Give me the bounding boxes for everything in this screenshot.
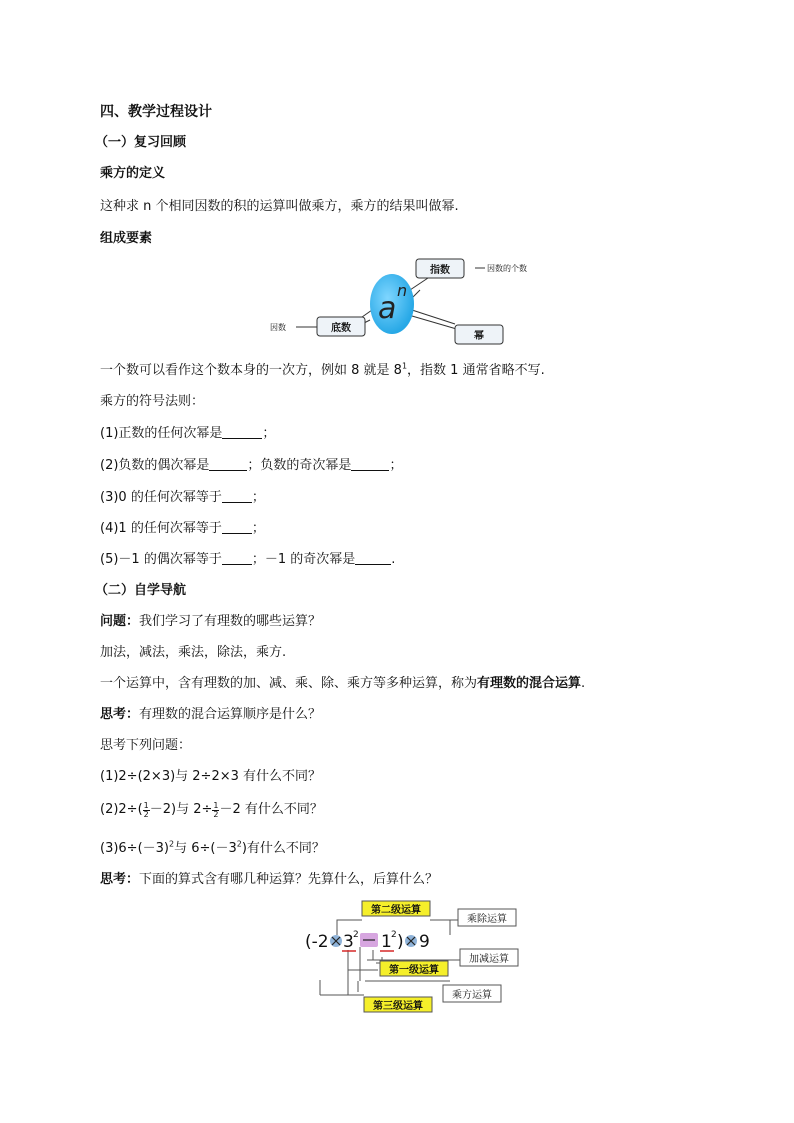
- question: 问题：我们学习了有理数的哪些运算？: [100, 614, 322, 629]
- add-sub-box: 加减运算: [469, 954, 509, 965]
- rule-4: (4)1 的任何次幂等于 ；: [100, 521, 265, 536]
- expr-square-1: 2: [353, 930, 359, 940]
- expr-nine: 9: [419, 932, 430, 952]
- rule-3: (3)0 的任何次幂等于 ；: [100, 490, 265, 505]
- exponent-note: 因数的个数: [487, 264, 527, 273]
- rule-1: (1)正数的任何次幂是 ；: [100, 426, 276, 441]
- level-1-box: 第一级运算: [389, 965, 439, 976]
- exponent-box: 指数: [430, 265, 450, 276]
- answer-text: 加法，减法，乘法，除法，乘方.: [100, 645, 287, 660]
- section-self-study-title: （二）自学导航: [95, 583, 187, 598]
- expr-open: (-2: [305, 932, 329, 952]
- definition-title: 乘方的定义: [100, 166, 166, 181]
- power-note: 一个数可以看作这个数本身的一次方，例如 8 就是 $8^1$，指数 1 通常省略不写.: [100, 361, 545, 378]
- base-box: 底数: [331, 323, 351, 334]
- rule-2: (2)负数的偶次幂是 ；负数的奇次幂是 ；: [100, 458, 403, 473]
- expr-three: 3: [343, 932, 354, 952]
- mul-div-box: 乘除运算: [467, 914, 507, 925]
- problem-3: $(3)6\div(-3)^2$与 $6\div(-3^2)$有什么不同？: [100, 839, 325, 856]
- section-review-title: （一）复习回顾: [95, 135, 187, 150]
- power-components-diagram: [260, 250, 570, 350]
- power-op-box: 乘方运算: [452, 990, 492, 1001]
- level-2-box: 第二级运算: [371, 905, 421, 916]
- expr-square-2: 2: [391, 930, 397, 940]
- sign-rule-title: 乘方的符号法则：: [100, 394, 205, 409]
- level-3-box: 第三级运算: [373, 1001, 423, 1012]
- power-box: 幂: [474, 331, 484, 342]
- expr-close: ): [397, 932, 404, 952]
- definition-text: 这种求 n 个相同因数的积的运算叫做乘方，乘方的结果叫做幂.: [100, 199, 459, 214]
- problem-1: (1)2÷(2×3)与 2÷2×3 有什么不同？: [100, 769, 322, 784]
- page-heading: 四、教学过程设计: [100, 104, 212, 120]
- base-symbol: a: [378, 291, 397, 326]
- expr-one: 1: [381, 932, 392, 952]
- operation-order-diagram: [300, 895, 530, 1020]
- exponent-symbol: n: [397, 281, 408, 300]
- mixed-operation-definition: 一个运算中，含有理数的加、减、乘、除、乘方等多种运算，称为有理数的混合运算.: [100, 676, 586, 691]
- elements-title: 组成要素: [100, 231, 153, 246]
- think-1: 思考：有理数的混合运算顺序是什么？: [100, 707, 322, 722]
- rule-5: (5)－1 的偶次幂等于 ；－1 的奇次幂是 .: [100, 552, 396, 567]
- think-2: 思考：下面的算式含有哪几种运算？先算什么，后算什么？: [100, 872, 439, 887]
- problem-2: (2)2÷( $\frac{1}{2}$ －2)与 2÷ $\frac{1}{2}$ －2 有什么不同？: [100, 801, 323, 819]
- think-list-title: 思考下列问题：: [100, 738, 192, 753]
- base-note: 因数: [270, 323, 286, 332]
